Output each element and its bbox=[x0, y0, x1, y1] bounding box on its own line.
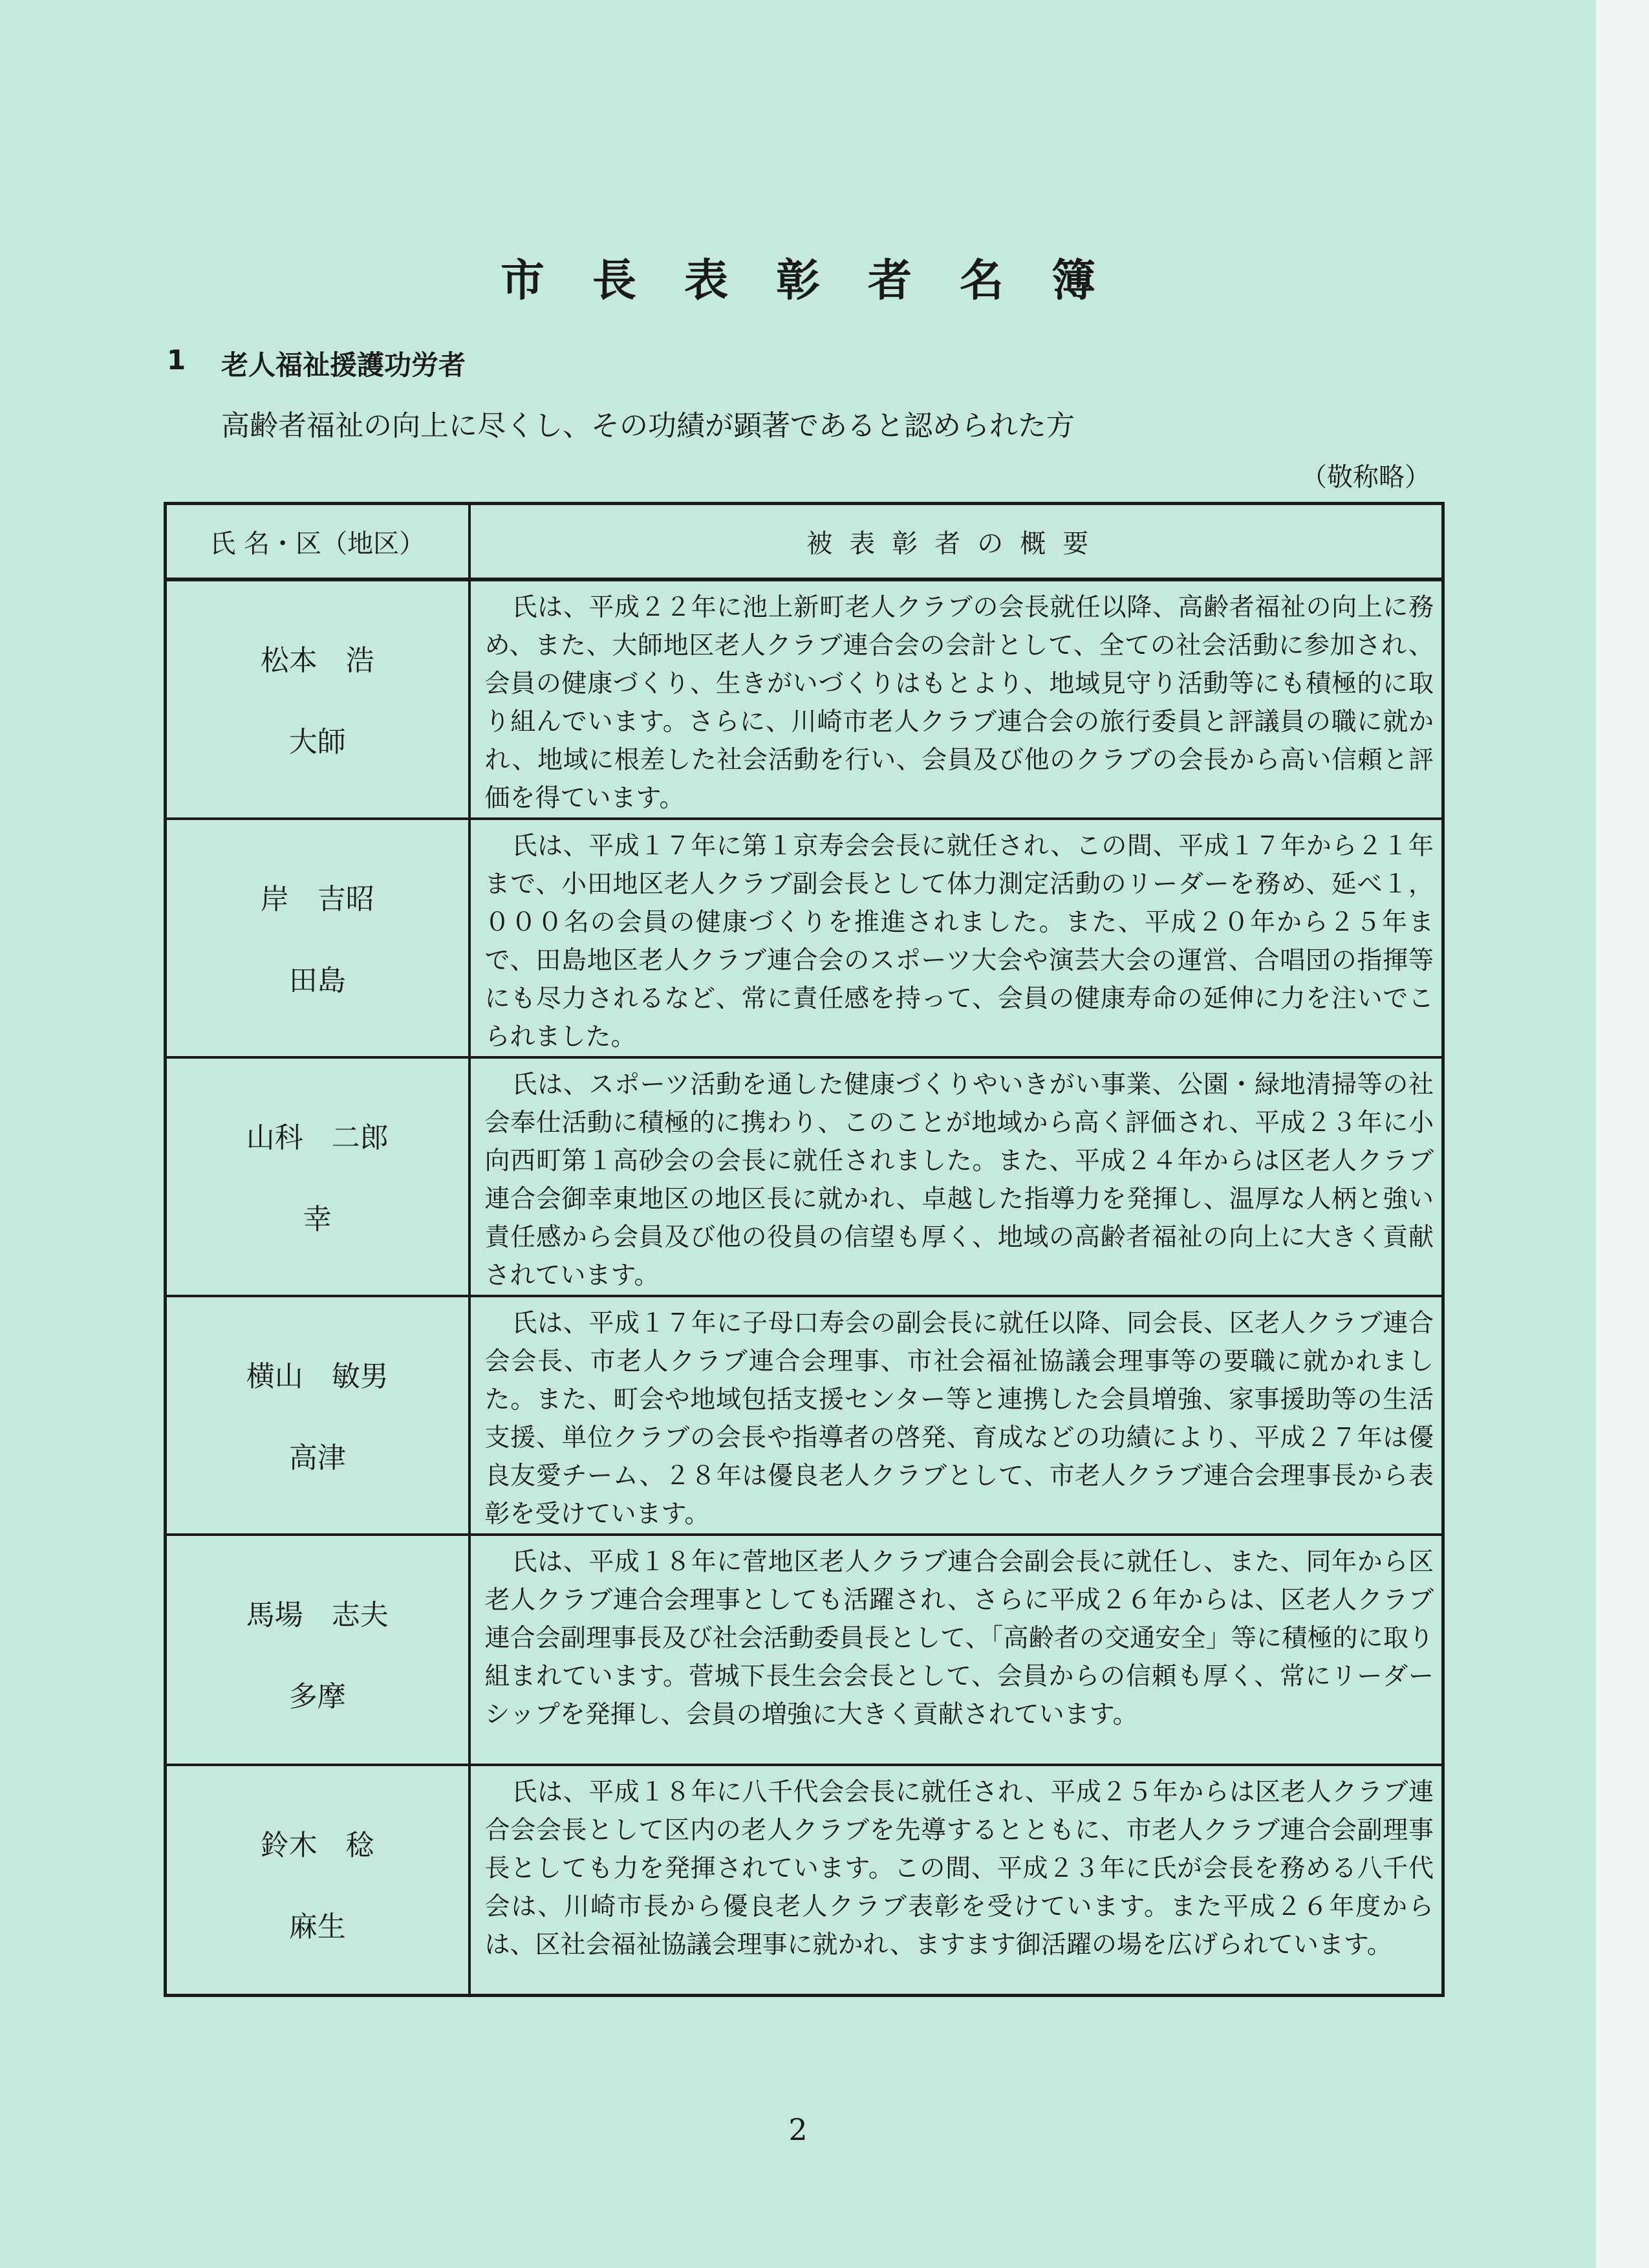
summary-cell bbox=[469, 1765, 1443, 1996]
scan-edge bbox=[1596, 0, 1649, 2268]
section-heading: 老人福祉援護功労者 bbox=[221, 349, 466, 381]
honorific-note: （敬称略） bbox=[1301, 462, 1430, 492]
name-cell bbox=[166, 1057, 469, 1296]
table-row bbox=[166, 819, 1443, 1057]
awardee-summary: 氏は、スポーツ活動を通した健康づくりやいきがい事業、公園・緑地清掃等の社会奉仕活動に積極的に携わり、このことが地域から高く評価され、平成２３年に小向西町第１高砂会の会長に就任されました。また、平成２４年からは区老人クラブ連合会御幸東地区の地区長に就かれ、卓越した指導力を発揮し、温厚な人柄と強い責任感から会員及び他の役員の信望も厚く、地域の高齢者福祉の向上に大きく貢献されています。 bbox=[484, 1070, 1434, 1290]
awardee-district: 多摩 bbox=[288, 1680, 346, 1713]
awardee-summary: 氏は、平成１８年に菅地区老人クラブ連合会副会長に就任し、また、同年から区老人クラブ連合会理事としても活躍され、さらに平成２６年からは、区老人クラブ連合会副理事長及び社会活動委員長として、「高齢者の交通安全」等に積極的に取り組まれています。菅城下長生会会長として、会員からの信頼も厚く、常にリーダーシップを発揮し、会員の増強に大きく貢献されています。 bbox=[484, 1548, 1434, 1729]
awardee-district: 田島 bbox=[288, 964, 346, 997]
table-row bbox=[166, 579, 1443, 819]
name-cell bbox=[166, 1765, 469, 1996]
table-row bbox=[166, 1535, 1443, 1765]
awardee-summary: 氏は、平成２２年に池上新町老人クラブの会長就任以降、高齢者福祉の向上に務め、また、大師地区老人クラブ連合会の会計として、全ての社会活動に参加され、会員の健康づくり、生きがいづくりはもとより、地域見守り活動等にも積極的に取り組んでいます。さらに、川崎市老人クラブ連合会の旅行委員と評議員の職に就かれ、地域に根差した社会活動を行い、会員及び他のクラブの会長から高い信頼と評価を得ています。 bbox=[484, 593, 1434, 813]
summary-cell bbox=[469, 1057, 1443, 1296]
name-cell bbox=[166, 1535, 469, 1765]
table-row bbox=[166, 1765, 1443, 1996]
document-title: 市長表彰者名簿 bbox=[500, 255, 1143, 307]
awardee-name: 山科 二郎 bbox=[246, 1121, 389, 1154]
awardee-name: 鈴木 稔 bbox=[260, 1829, 374, 1862]
awardee-table bbox=[164, 502, 1445, 1997]
awardee-district: 幸 bbox=[303, 1203, 332, 1236]
table-row bbox=[166, 1296, 1443, 1535]
summary-cell bbox=[469, 1296, 1443, 1535]
awardee-summary: 氏は、平成１７年に第１京寿会会長に就任され、この間、平成１７年から２１年まで、小田地区老人クラブ副会長として体力測定活動のリーダーを務め、延べ１，０００名の会員の健康づくりを推進されました。また、平成２０年から２５年まで、田島地区老人クラブ連合会のスポーツ大会や演芸大会の運営、合唱団の指揮等にも尽力されるなど、常に責任感を持って、会員の健康寿命の延伸に力を注いでこられました。 bbox=[484, 832, 1434, 1052]
awardee-summary: 氏は、平成１７年に子母口寿会の副会長に就任以降、同会長、区老人クラブ連合会会長、市老人クラブ連合会理事、市社会福祉協議会理事等の要職に就かれました。また、町会や地域包括支援センター等と連携した会員増強、家事援助等の生活支援、単位クラブの会長や指導者の啓発、育成などの功績により、平成２７年は優良友愛チーム、２８年は優良老人クラブとして、市老人クラブ連合会理事長から表彰を受けています。 bbox=[484, 1309, 1434, 1529]
header-name-district: 氏 名・区（地区） bbox=[166, 504, 469, 580]
table-row bbox=[166, 1057, 1443, 1296]
section-description: 高齢者福祉の向上に尽くし、その功績が顕著であると認められた方 bbox=[221, 409, 1075, 442]
awardee-district: 大師 bbox=[288, 726, 346, 759]
summary-cell bbox=[469, 579, 1443, 819]
summary-cell bbox=[469, 1535, 1443, 1765]
name-cell bbox=[166, 579, 469, 819]
awardee-name: 横山 敏男 bbox=[246, 1360, 389, 1393]
name-cell bbox=[166, 1296, 469, 1535]
awardee-district: 麻生 bbox=[288, 1910, 346, 1943]
summary-cell bbox=[469, 819, 1443, 1057]
name-cell bbox=[166, 819, 469, 1057]
section-number: 1 bbox=[167, 344, 186, 376]
table-header-row bbox=[166, 504, 1443, 580]
awardee-name: 松本 浩 bbox=[260, 644, 374, 677]
awardee-summary: 氏は、平成１８年に八千代会会長に就任され、平成２５年からは区老人クラブ連合会会長として区内の老人クラブを先導するとともに、市老人クラブ連合会副理事長としても力を発揮されています。この間、平成２３年に氏が会長を務める八千代会は、川崎市長から優良老人クラブ表彰を受けています。また平成２６年度からは、区社会福祉協議会理事に就かれ、ますます御活躍の場を広げられています。 bbox=[484, 1778, 1434, 1960]
awardee-name: 馬場 志夫 bbox=[246, 1599, 389, 1632]
page-number: 2 bbox=[788, 2112, 808, 2147]
awardee-name: 岸 吉昭 bbox=[260, 883, 374, 916]
awardee-district: 高津 bbox=[288, 1442, 346, 1474]
header-summary: 被表彰者の概要 bbox=[469, 504, 1443, 580]
